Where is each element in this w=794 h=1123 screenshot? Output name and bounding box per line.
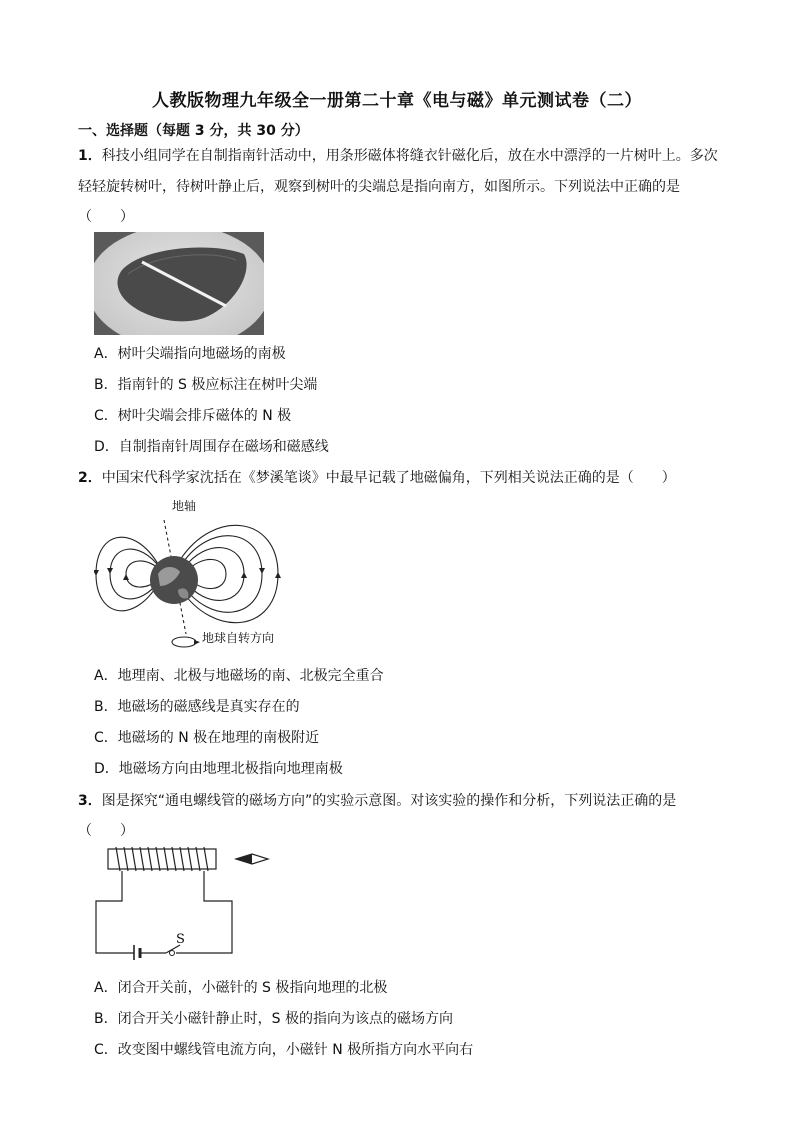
question-3-line [78,790,676,810]
question-1-answer-paren: （ ） [78,209,134,225]
earth-magnetic-field-diagram [94,494,294,654]
question-1-number: 1． [78,148,102,164]
switch-label: S [176,932,185,947]
question-2-line [78,467,676,487]
question-1-option-a[interactable]: A．树叶尖端指向地磁场的南极 [94,346,286,362]
question-2-option-a[interactable]: A．地理南、北极与地磁场的南、北极完全重合 [94,668,384,684]
question-3-number: 3． [78,793,102,809]
question-2-number: 2． [78,470,102,486]
earth-axis-label: 地轴 [172,499,197,513]
page-title: 人教版物理九年级全一册第二十章《电与磁》单元测试卷（二） [152,91,642,111]
section-heading: 一、选择题（每题 3 分，共 30 分） [78,123,309,139]
question-2-option-d[interactable]: D．地磁场方向由地理北极指向地理南极 [94,761,343,777]
earth-rotation-label: 地球自转方向 [202,631,275,645]
solenoid-circuit-diagram [94,845,274,960]
question-3-option-a[interactable]: A．闭合开关前，小磁针的 S 极指向地理的北极 [94,980,388,996]
question-1-text-1: 科技小组同学在自制指南针活动中，用条形磁体将缝衣针磁化后，放在水中漂浮的一片树叶上。多次 [101,148,718,164]
question-1-line-2: 轻轻旋转树叶，待树叶静止后，观察到树叶的尖端总是指向南方，如图所示。下列说法中正确的是 [78,179,680,195]
question-2-text: 中国宋代科学家沈括在《梦溪笔谈》中最早记载了地磁偏角，下列相关说法正确的是（ ） [101,470,676,486]
question-2-option-b[interactable]: B．地磁场的磁感线是真实存在的 [94,699,300,715]
question-1-option-b[interactable]: B．指南针的 S 极应标注在树叶尖端 [94,377,318,393]
question-1-option-d[interactable]: D．自制指南针周围存在磁场和磁感线 [94,439,329,455]
question-3-option-c[interactable]: C．改变图中螺线管电流方向，小磁针 N 极所指方向水平向右 [94,1042,474,1058]
question-1-line-1 [78,145,718,165]
question-3-answer-paren: （ ） [78,823,134,839]
question-1-option-c[interactable]: C．树叶尖端会排斥磁体的 N 极 [94,408,292,424]
question-3-option-b[interactable]: B．闭合开关小磁针静止时，S 极的指向为该点的磁场方向 [94,1011,453,1027]
leaf-compass-photo [94,232,264,335]
question-2-option-c[interactable]: C．地磁场的 N 极在地理的南极附近 [94,730,320,746]
question-3-text: 图是探究“通电螺线管的磁场方向”的实验示意图。对该实验的操作和分析，下列说法正确的是 [101,793,677,809]
